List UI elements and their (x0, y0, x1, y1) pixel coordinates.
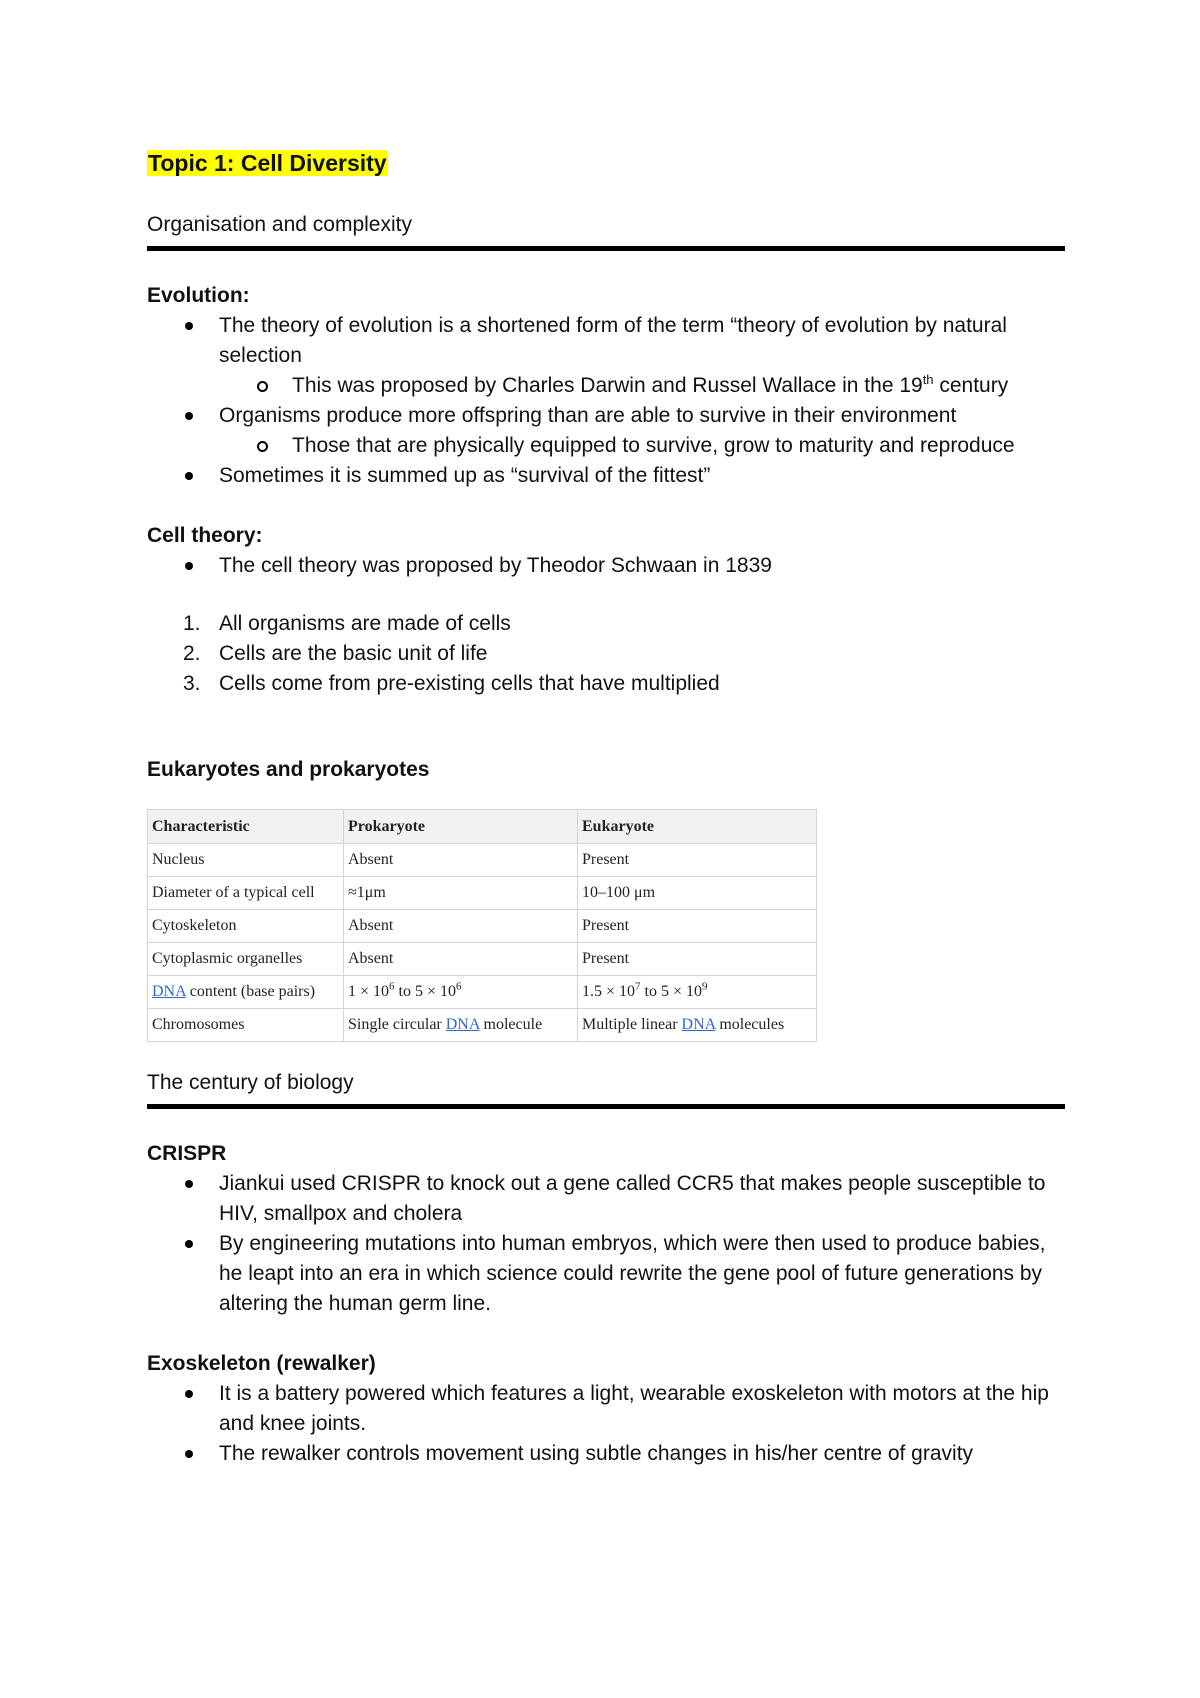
numbered-item: 2. Cells are the basic unit of life (183, 642, 488, 665)
list-item: Organisms produce more offspring than are able to survive in their environment Those that are physically equipped to survive, grow to maturity and reproduce (147, 401, 1065, 461)
page-title-text: Topic 1: Cell Diversity (148, 150, 387, 176)
cell-theory-list (147, 551, 1065, 581)
crispr-list (147, 1169, 1065, 1319)
exoskeleton-heading: Exoskeleton (rewalker) (147, 1352, 376, 1375)
numbered-item: 1. All organisms are made of cells (183, 612, 511, 635)
table-row (148, 910, 817, 943)
list-item: Sometimes it is summed up as “survival of the fittest” (147, 461, 1065, 491)
table-cell: Chromosomes (148, 1009, 344, 1042)
table-cell: Present (578, 943, 817, 976)
table-cell: Absent (344, 844, 578, 877)
dna-link[interactable]: DNA (681, 1016, 716, 1033)
table-cell: Present (578, 844, 817, 877)
table-cell: ≈1μm (344, 877, 578, 910)
section-heading-century: The century of biology (147, 1068, 1065, 1109)
table-cell: Present (578, 910, 817, 943)
list-item: It is a battery powered which features a light, wearable exoskeleton with motors at the hip and knee joints. (147, 1379, 1065, 1439)
list-item: Those that are physically equipped to survive, grow to maturity and reproduce (219, 431, 1065, 461)
table-row (148, 976, 817, 1009)
list-item: The rewalker controls movement using subtle changes in his/her centre of gravity (147, 1439, 1065, 1469)
comparison-table-wrapper (147, 809, 817, 1042)
dna-link[interactable]: DNA (445, 1016, 480, 1033)
table-cell: Cytoskeleton (148, 910, 344, 943)
crispr-heading: CRISPR (147, 1142, 227, 1165)
table-cell: DNA content (base pairs) (148, 976, 344, 1009)
exoskeleton-list (147, 1379, 1065, 1469)
table-cell: Single circular DNA molecule (344, 1009, 578, 1042)
evolution-heading: Evolution: (147, 284, 250, 307)
evolution-sublist (219, 431, 1065, 461)
table-row (148, 844, 817, 877)
table-cell: Cytoplasmic organelles (148, 943, 344, 976)
table-row (148, 943, 817, 976)
table-header-cell: Characteristic (148, 810, 344, 844)
numbered-item: 3. Cells come from pre-existing cells that have multiplied (183, 672, 720, 695)
table-row (148, 877, 817, 910)
table-header-cell: Prokaryote (344, 810, 578, 844)
table-header-row (148, 810, 817, 844)
cell-theory-heading: Cell theory: (147, 524, 263, 547)
table-cell: $1.5 \times 10^7$ to $5 \times 10^9$ (578, 976, 817, 1009)
comparison-table (147, 809, 817, 1042)
evolution-list (147, 311, 1065, 491)
list-item: By engineering mutations into human embryos, which were then used to produce babies, he leapt into an era in which science could rewrite the gene pool of future generations by altering the human germ line. (147, 1229, 1065, 1319)
evolution-sublist (219, 371, 1065, 401)
table-cell: $1 \times 10^6$ to $5 \times 10^6$ (344, 976, 578, 1009)
list-item: The theory of evolution is a shortened form of the term “theory of evolution by natural selection This was proposed by Charles Darwin and Russel Wallace in the 19th century (147, 311, 1065, 401)
list-item: The cell theory was proposed by Theodor Schwaan in 1839 (147, 551, 1065, 581)
cell-theory-numbered-list (147, 609, 1065, 699)
table-cell: Absent (344, 943, 578, 976)
table-cell: Absent (344, 910, 578, 943)
table-cell: 10–100 μm (578, 877, 817, 910)
list-item: This was proposed by Charles Darwin and Russel Wallace in the 19th century (219, 371, 1065, 401)
table-cell: Diameter of a typical cell (148, 877, 344, 910)
table-row (148, 1009, 817, 1042)
section-heading-organisation: Organisation and complexity (147, 210, 1065, 251)
table-header-cell: Eukaryote (578, 810, 817, 844)
table-cell: Nucleus (148, 844, 344, 877)
dna-link[interactable]: DNA (152, 983, 186, 1000)
page-title (147, 148, 1065, 180)
document-page (147, 140, 1065, 1469)
eukaryotes-heading: Eukaryotes and prokaryotes (147, 758, 430, 781)
list-item: Jiankui used CRISPR to knock out a gene called CCR5 that makes people susceptible to HIV, smallpox and cholera (147, 1169, 1065, 1229)
table-cell: Multiple linear DNA molecules (578, 1009, 817, 1042)
